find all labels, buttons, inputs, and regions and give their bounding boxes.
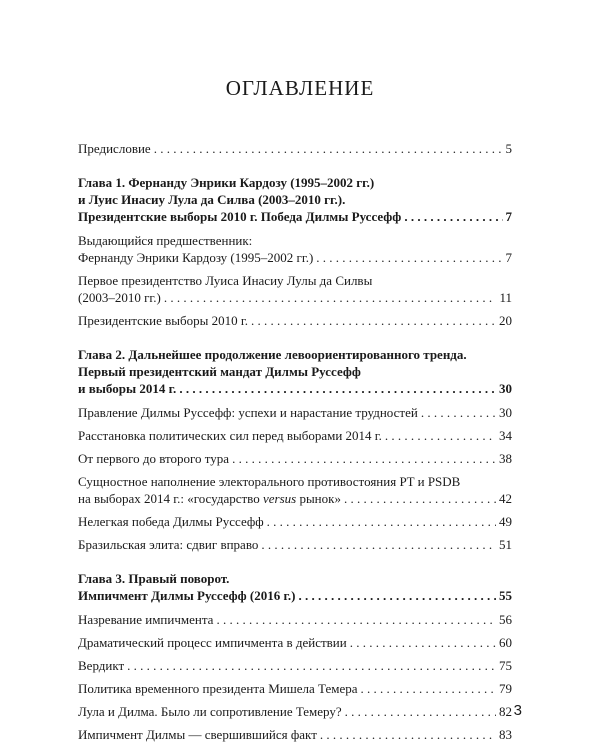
toc-entry-label-part: рынок»: [296, 491, 341, 506]
toc-page-number: 5: [505, 141, 512, 156]
toc-chapter-1[interactable]: [78, 174, 512, 225]
dot-leader: [421, 404, 496, 421]
dot-leader: [261, 536, 496, 553]
toc-page-number: 7: [505, 250, 512, 265]
chapter-title-last-line: [78, 587, 512, 604]
toc-entry[interactable]: [78, 272, 512, 306]
toc-entry-label: Драматический процесс импичмента в действии: [78, 635, 347, 650]
dot-leader: [316, 249, 502, 266]
chapter-title-last-line: [78, 380, 512, 397]
toc-entry-preface[interactable]: [78, 140, 512, 157]
chapter-title-line: Глава 2. Дальнейшее продолжение левоориентированного тренда.: [78, 347, 467, 362]
dot-leader: [164, 289, 497, 306]
toc-entry[interactable]: [78, 513, 512, 530]
dot-leader: [267, 513, 496, 530]
toc-page-number: 30: [499, 381, 512, 396]
toc-entry-last-line: [78, 490, 512, 507]
toc-entry-label: Назревание импичмента: [78, 612, 214, 627]
chapter-title-line: Первый президентский мандат Дилмы Руссефф: [78, 364, 361, 379]
page-number: 3: [513, 702, 522, 719]
table-of-contents: [78, 140, 512, 743]
toc-chapter-2[interactable]: [78, 346, 512, 397]
dot-leader: [216, 611, 496, 628]
dot-leader: [251, 312, 496, 329]
dot-leader: [154, 140, 503, 157]
toc-entry[interactable]: [78, 657, 512, 674]
toc-page-number: 56: [499, 612, 512, 627]
toc-page-number: 49: [499, 514, 512, 529]
toc-page-number: 82: [499, 704, 512, 719]
toc-entry[interactable]: [78, 473, 512, 507]
toc-entry-label: Предисловие: [78, 141, 151, 156]
toc-entry-label: Импичмент Дилмы Руссефф (2016 г.): [78, 588, 296, 603]
dot-leader: [385, 427, 496, 444]
toc-page-number: 79: [499, 681, 512, 696]
toc-entry-label: [78, 490, 341, 507]
toc-page-number: 75: [499, 658, 512, 673]
dot-leader: [345, 703, 496, 720]
toc-entry-line: Сущностное наполнение электорального противостояния PT и PSDB: [78, 474, 461, 489]
toc-page-number: 51: [499, 537, 512, 552]
dot-leader: [360, 680, 496, 697]
toc-entry[interactable]: [78, 450, 512, 467]
toc-entry[interactable]: [78, 634, 512, 651]
toc-page-number: 7: [505, 209, 512, 224]
dot-leader: [179, 380, 496, 397]
toc-entry-label-part: на выборах 2014 г.: «государство: [78, 491, 263, 506]
toc-entry-label: Правление Дилмы Руссефф: успехи и нарастание трудностей: [78, 405, 418, 420]
toc-entry-label: Политика временного президента Мишела Темера: [78, 681, 358, 696]
toc-entry[interactable]: [78, 404, 512, 421]
toc-entry[interactable]: [78, 232, 512, 266]
toc-entry[interactable]: [78, 703, 512, 720]
toc-page-number: 60: [499, 635, 512, 650]
toc-entry-label: Президентские выборы 2010 г. Победа Дилмы Руссефф: [78, 209, 402, 224]
toc-entry-label: От первого до второго тура: [78, 451, 230, 466]
toc-page-number: 20: [499, 313, 512, 328]
toc-page-number: 55: [499, 588, 512, 603]
dot-leader: [320, 726, 496, 743]
toc-entry[interactable]: [78, 536, 512, 553]
dot-leader: [299, 587, 496, 604]
toc-entry-label: Расстановка политических сил перед выборами 2014 г.: [78, 428, 382, 443]
toc-entry[interactable]: [78, 312, 512, 329]
chapter-title-line: и Луис Инасиу Лула да Силва (2003–2010 гг.).: [78, 192, 346, 207]
toc-entry-label: Вердикт: [78, 658, 125, 673]
toc-entry-last-line: [78, 249, 512, 266]
toc-entry-label: Президентские выборы 2010 г.: [78, 313, 248, 328]
toc-entry-label: Импичмент Дилмы — свершившийся факт: [78, 727, 317, 742]
chapter-title-last-line: [78, 208, 512, 225]
toc-entry-label: Фернанду Энрики Кардозу (1995–2002 гг.): [78, 250, 314, 265]
toc-page-number: 42: [499, 491, 512, 506]
toc-entry-label: Бразильская элита: сдвиг вправо: [78, 537, 259, 552]
dot-leader: [127, 657, 496, 674]
toc-entry-label-italic: versus: [262, 491, 297, 506]
toc-entry[interactable]: [78, 680, 512, 697]
chapter-title-line: Глава 3. Правый поворот.: [78, 571, 230, 586]
toc-entry-label: Нелегкая победа Дилмы Руссефф: [78, 514, 264, 529]
dot-leader: [404, 208, 502, 225]
toc-page-number: 38: [499, 451, 512, 466]
toc-entry-label: (2003–2010 гг.): [78, 290, 161, 305]
dot-leader: [232, 450, 496, 467]
toc-entry[interactable]: [78, 427, 512, 444]
toc-entry-label: Лула и Дилма. Было ли сопротивление Темеру?: [78, 704, 342, 719]
toc-entry-line: Выдающийся предшественник:: [78, 233, 253, 248]
toc-page-number: 34: [499, 428, 512, 443]
toc-chapter-3[interactable]: [78, 570, 512, 604]
toc-entry-label: и выборы 2014 г.: [78, 381, 177, 396]
toc-page-number: 30: [499, 405, 512, 420]
toc-page-number: 11: [499, 290, 512, 305]
toc-entry-last-line: [78, 289, 512, 306]
page-title: ОГЛАВЛЕНИЕ: [225, 76, 375, 100]
dot-leader: [350, 634, 496, 651]
toc-page-number: 83: [499, 727, 512, 742]
chapter-title-line: Глава 1. Фернанду Энрики Кардозу (1995–2002 гг.): [78, 175, 375, 190]
toc-entry[interactable]: [78, 611, 512, 628]
toc-entry[interactable]: [78, 726, 512, 743]
dot-leader: [344, 490, 496, 507]
toc-entry-line: Первое президентство Луиса Инасиу Лулы да Силвы: [78, 273, 373, 288]
